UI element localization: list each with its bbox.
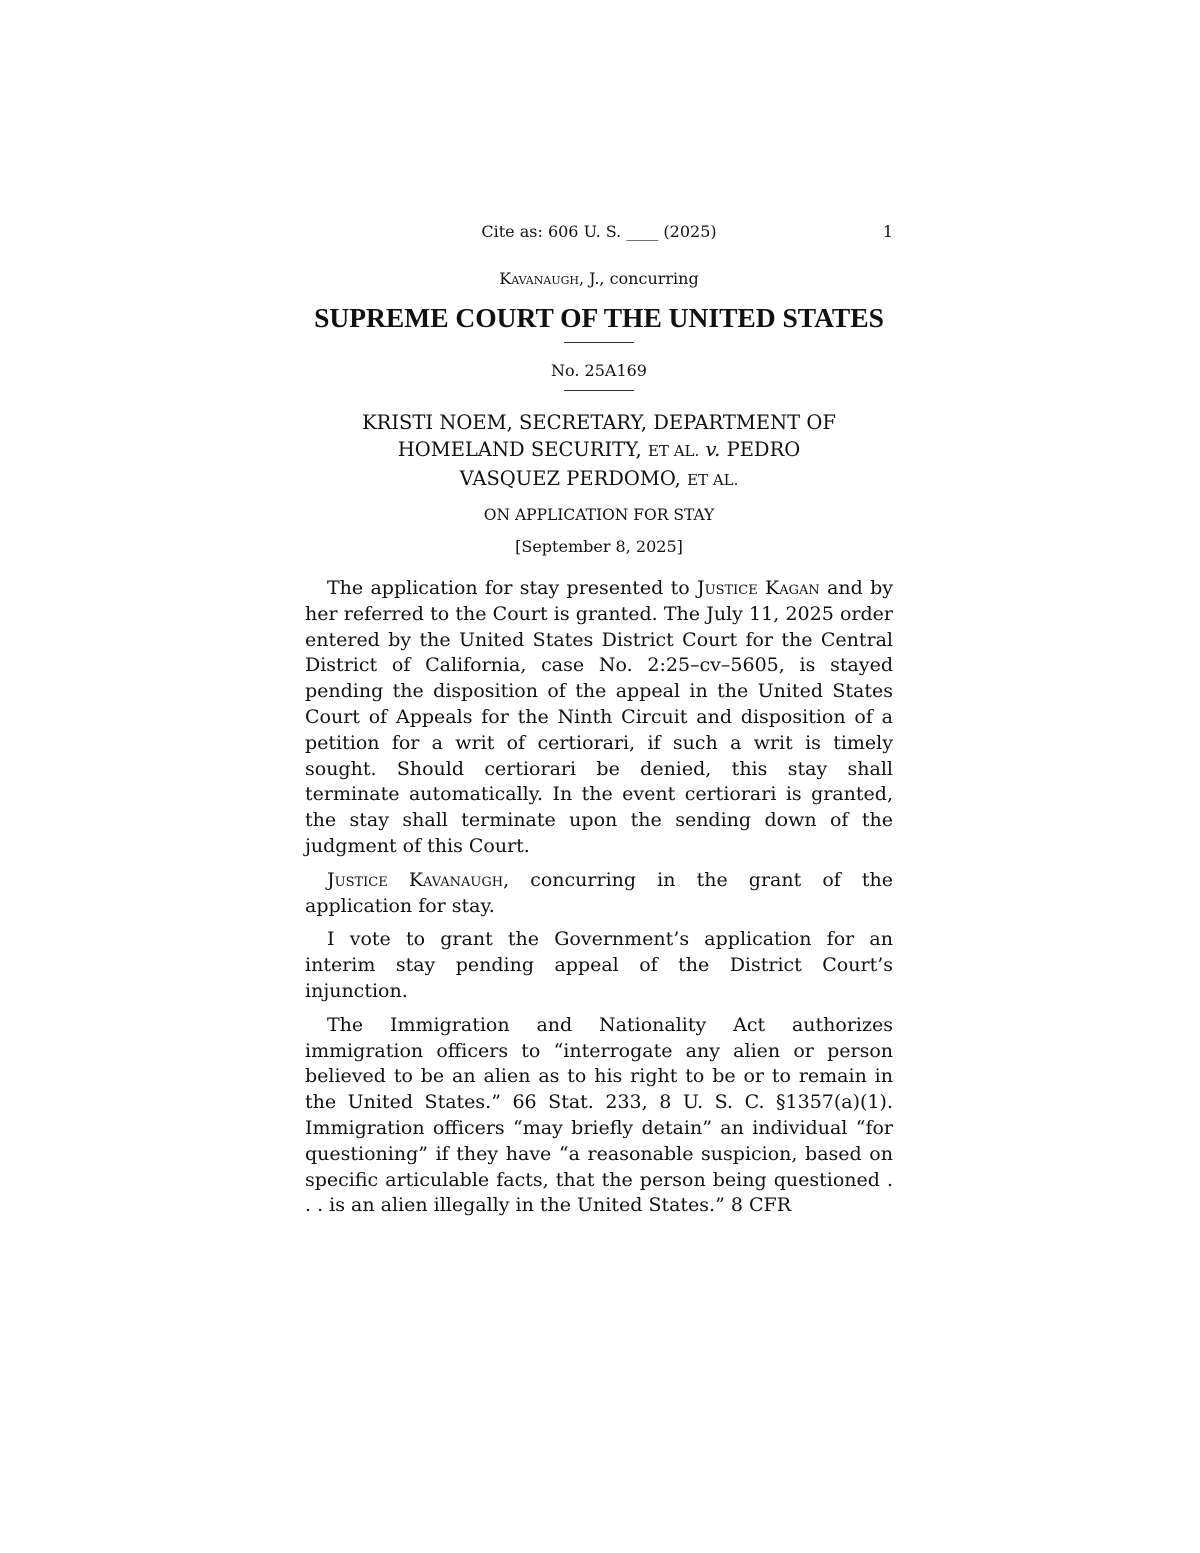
et-al: ET AL. (647, 442, 700, 460)
et-al: ET AL. (687, 471, 739, 489)
paragraph-ina: The Immigration and Nationality Act authorizes immigration officers to “interrogate any alien or person believed to be an alien as to his right to be or to remain in the United States.” 66 Stat. 233, 8 U. S. C. §1357(a)(1). Immigration officers “may briefly detain” an individual “for questioning” if they have “a reasonable suspicion, based on specific articulable facts, that the person being questioned . . . is an alien illegally in the United States.” 8 CFR (305, 1013, 893, 1217)
running-head (305, 222, 893, 250)
court-title: SUPREME COURT OF THE UNITED STATES (314, 302, 884, 333)
author-heading (305, 269, 893, 288)
divider-rule (564, 342, 634, 343)
author-role: , J., concurring (578, 269, 699, 288)
citation: Cite as: 606 U. S. ____ (2025) (481, 222, 717, 241)
versus: v. (705, 438, 721, 461)
justice-name: Justice Kagan (697, 577, 820, 599)
on-application: ON APPLICATION FOR STAY (483, 506, 715, 524)
paragraph-vote: I vote to grant the Government’s application for an interim stay pending appeal of the District Court’s injunction. (305, 928, 893, 1002)
author-name: Kavanaugh (499, 269, 579, 288)
opinion-page (305, 222, 893, 1219)
docket-number: No. 25A169 (551, 361, 647, 380)
order-paragraph: The application for stay presented to Justice Kagan and by her referred to the Court is granted. The July 11, 2025 order entered by the United States District Court for the Central District of California, case No. 2:25–cv–5605, is stayed pending the disposition of the appeal in the United States Court of Appeals for the Ninth Circuit and disposition of a petition for a writ of certiorari, if such a writ is timely sought. Should certiorari be denied, this stay shall terminate automatically. In the event certiorari is granted, the stay shall terminate upon the sending down of the judgment of this Court. (305, 577, 893, 857)
divider-rule (564, 390, 634, 391)
decision-date: [September 8, 2025] (515, 537, 683, 556)
caption-line: HOMELAND SECURITY, ET AL. v. PEDRO (397, 438, 801, 461)
caption-line: VASQUEZ PERDOMO, ET AL. (459, 467, 739, 490)
concurrence-heading: Justice Kavanaugh, concurring in the grant of the application for stay. (305, 868, 894, 917)
caption-line: KRISTI NOEM, SECRETARY, DEPARTMENT OF (362, 411, 836, 434)
justice-name: Justice Kavanaugh (327, 868, 504, 891)
opinion-body (305, 576, 893, 1219)
page-number: 1 (882, 222, 893, 241)
case-caption (305, 409, 893, 494)
